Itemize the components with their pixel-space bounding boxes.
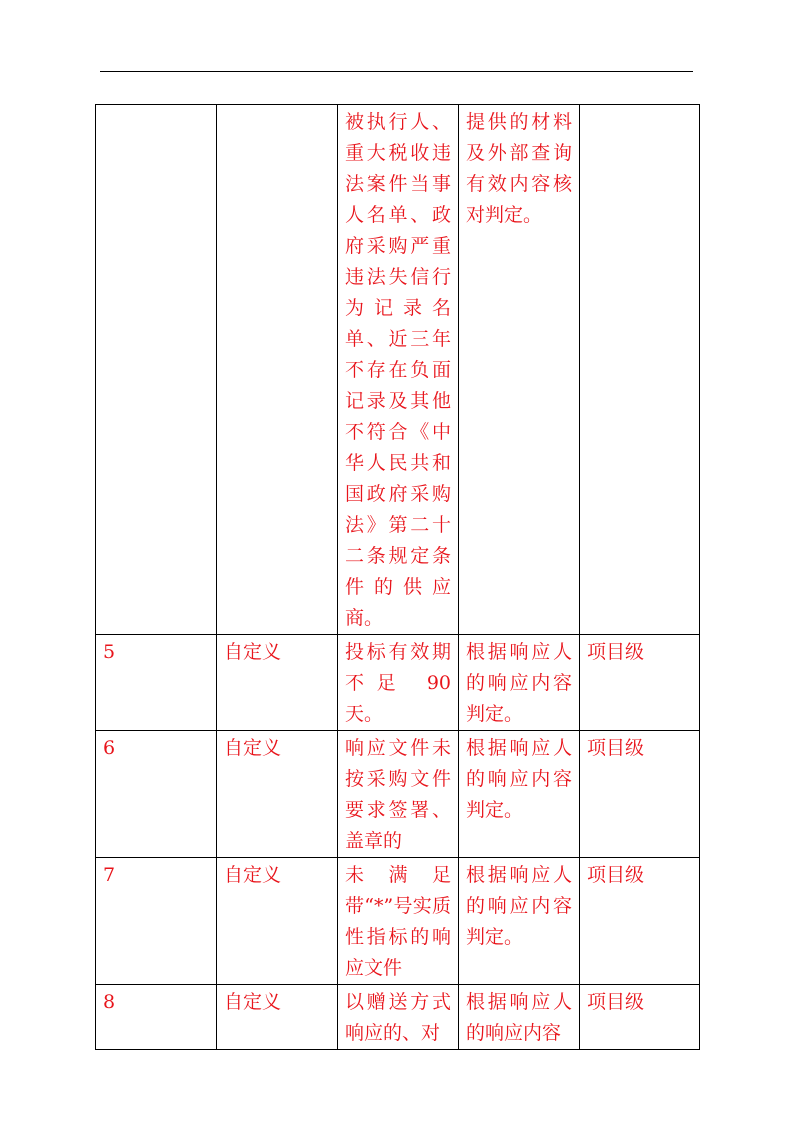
table-row <box>96 858 700 985</box>
cell-condition: 被执行人、重大税收违法案件当事人名单、政府采购严重违法失信行为记录名单、近三年不存在负面记录及其他不符合《中华人民共和国政府采购法》第二十二条规定条件的供应商。 <box>338 105 459 635</box>
cell-condition: 以赠送方式响应的、对 <box>338 985 459 1050</box>
table-row <box>96 105 700 635</box>
cell-type <box>217 105 338 635</box>
table-row <box>96 635 700 731</box>
cell-method: 根据响应人的响应内容判定。 <box>459 858 580 985</box>
cell-type: 自定义 <box>217 858 338 985</box>
criteria-table <box>95 104 700 1050</box>
cell-method: 根据响应人的响应内容 <box>459 985 580 1050</box>
cell-no: 8 <box>96 985 217 1050</box>
cell-level: 项目级 <box>580 985 700 1050</box>
cell-no: 7 <box>96 858 217 985</box>
cell-method: 提供的材料及外部查询有效内容核对判定。 <box>459 105 580 635</box>
cell-method: 根据响应人的响应内容判定。 <box>459 635 580 731</box>
table-row <box>96 731 700 858</box>
cell-no: 5 <box>96 635 217 731</box>
table-row <box>96 985 700 1050</box>
cell-type: 自定义 <box>217 635 338 731</box>
cell-condition: 未满足带“*”号实质性指标的响应文件 <box>338 858 459 985</box>
header-rule <box>100 71 693 72</box>
cell-level: 项目级 <box>580 858 700 985</box>
cell-level <box>580 105 700 635</box>
cell-no: 6 <box>96 731 217 858</box>
cell-type: 自定义 <box>217 985 338 1050</box>
cell-level: 项目级 <box>580 731 700 858</box>
cell-no <box>96 105 217 635</box>
cell-condition: 响应文件未按采购文件要求签署、盖章的 <box>338 731 459 858</box>
cell-condition: 投标有效期不足 90 天。 <box>338 635 459 731</box>
cell-type: 自定义 <box>217 731 338 858</box>
cell-level: 项目级 <box>580 635 700 731</box>
cell-method: 根据响应人的响应内容判定。 <box>459 731 580 858</box>
